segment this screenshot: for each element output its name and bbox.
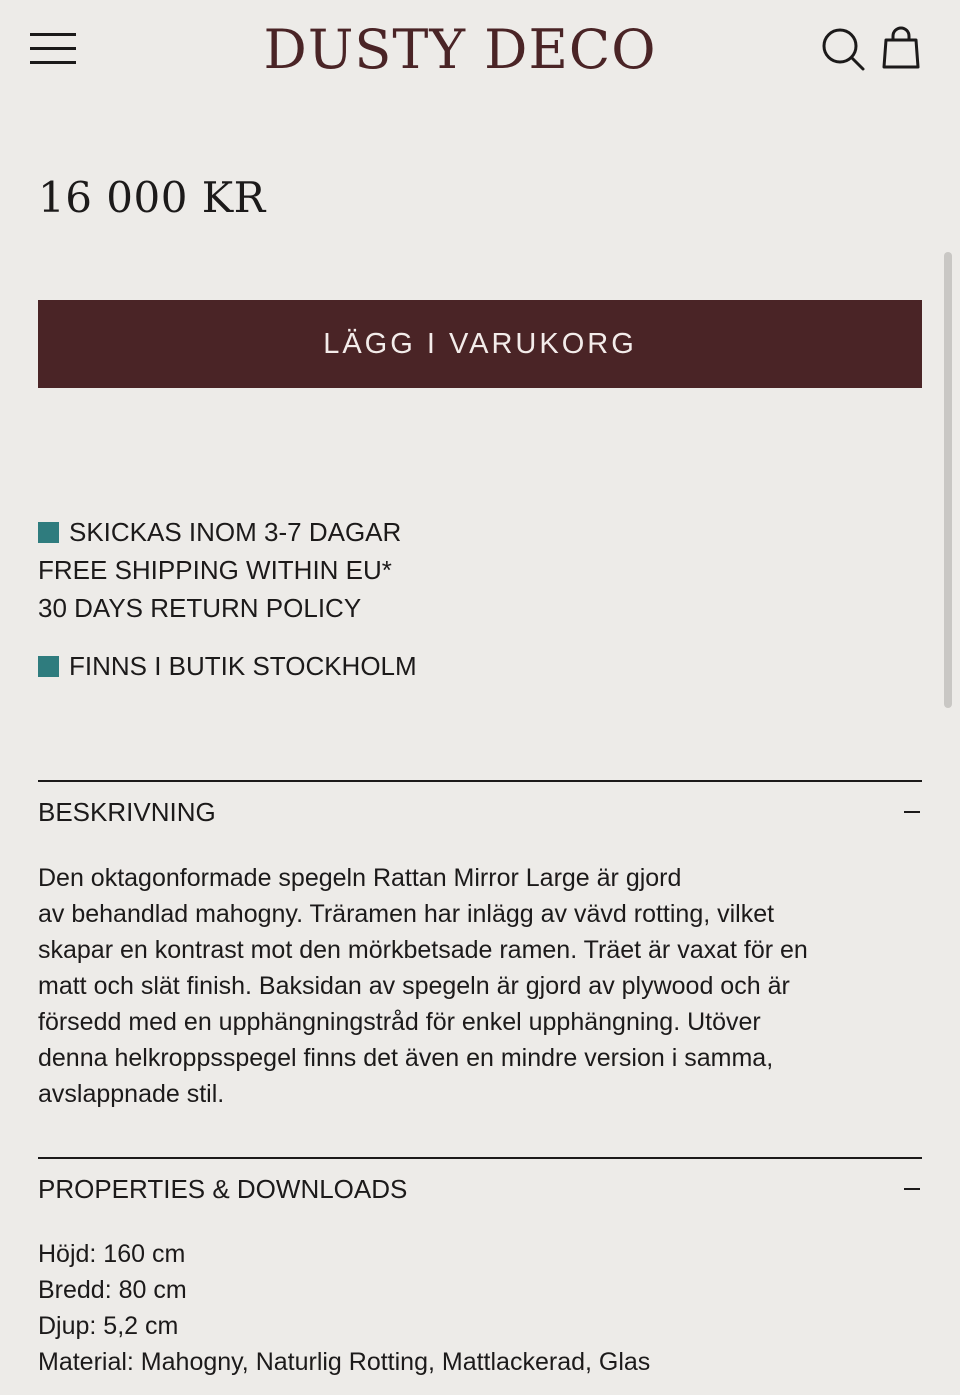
description-line: av behandlad mahogny. Träramen har inlägg av vävd rotting, vilket bbox=[38, 900, 775, 928]
status-square-icon bbox=[38, 522, 59, 543]
free-shipping-text: FREE SHIPPING WITHIN EU* bbox=[38, 555, 392, 585]
scrollbar[interactable] bbox=[944, 252, 952, 708]
property-material: Material: Mahogny, Naturlig Rotting, Mattlackerad, Glas bbox=[38, 1348, 651, 1376]
status-square-icon bbox=[38, 656, 59, 677]
collapse-minus-icon[interactable] bbox=[902, 1169, 922, 1209]
property-width: Bredd: 80 cm bbox=[38, 1276, 187, 1304]
store-availability-line bbox=[38, 647, 417, 685]
product-description bbox=[38, 860, 898, 1112]
collapse-minus-icon[interactable] bbox=[902, 792, 922, 832]
description-line: Den oktagonformade spegeln Rattan Mirror Large är gjord bbox=[38, 864, 682, 892]
property-height: Höjd: 160 cm bbox=[38, 1240, 186, 1268]
property-depth: Djup: 5,2 cm bbox=[38, 1312, 179, 1340]
product-price: 16 000 KR bbox=[38, 173, 266, 222]
hamburger-menu-icon[interactable] bbox=[30, 30, 76, 66]
description-line: denna helkroppsspegel finns det även en mindre version i samma, bbox=[38, 1044, 774, 1072]
description-line: skapar en kontrast mot den mörkbetsade ramen. Träet är vaxat för en bbox=[38, 936, 808, 964]
description-section-title[interactable]: BESKRIVNING bbox=[38, 797, 216, 827]
site-logo[interactable]: DUSTY DECO bbox=[263, 18, 657, 81]
add-to-cart-button[interactable]: LÄGG I VARUKORG bbox=[38, 300, 922, 388]
properties-section-title[interactable]: PROPERTIES & DOWNLOADS bbox=[38, 1174, 408, 1204]
search-icon[interactable] bbox=[820, 26, 866, 72]
shopping-bag-icon[interactable] bbox=[882, 26, 920, 70]
product-properties bbox=[38, 1236, 918, 1380]
store-availability-text: FINNS I BUTIK STOCKHOLM bbox=[69, 651, 417, 681]
return-policy-text: 30 DAYS RETURN POLICY bbox=[38, 593, 362, 623]
shipping-time-text: SKICKAS INOM 3-7 DAGAR bbox=[69, 517, 402, 547]
section-divider bbox=[38, 780, 922, 782]
description-line: försedd med en upphängningstråd för enkel upphängning. Utöver bbox=[38, 1008, 761, 1036]
site-header bbox=[0, 0, 960, 100]
section-divider bbox=[38, 1157, 922, 1159]
shipping-time-line bbox=[38, 513, 401, 551]
description-line: avslappnade stil. bbox=[38, 1080, 225, 1108]
description-line: matt och slät finish. Baksidan av spegeln är gjord av plywood och är bbox=[38, 972, 790, 1000]
